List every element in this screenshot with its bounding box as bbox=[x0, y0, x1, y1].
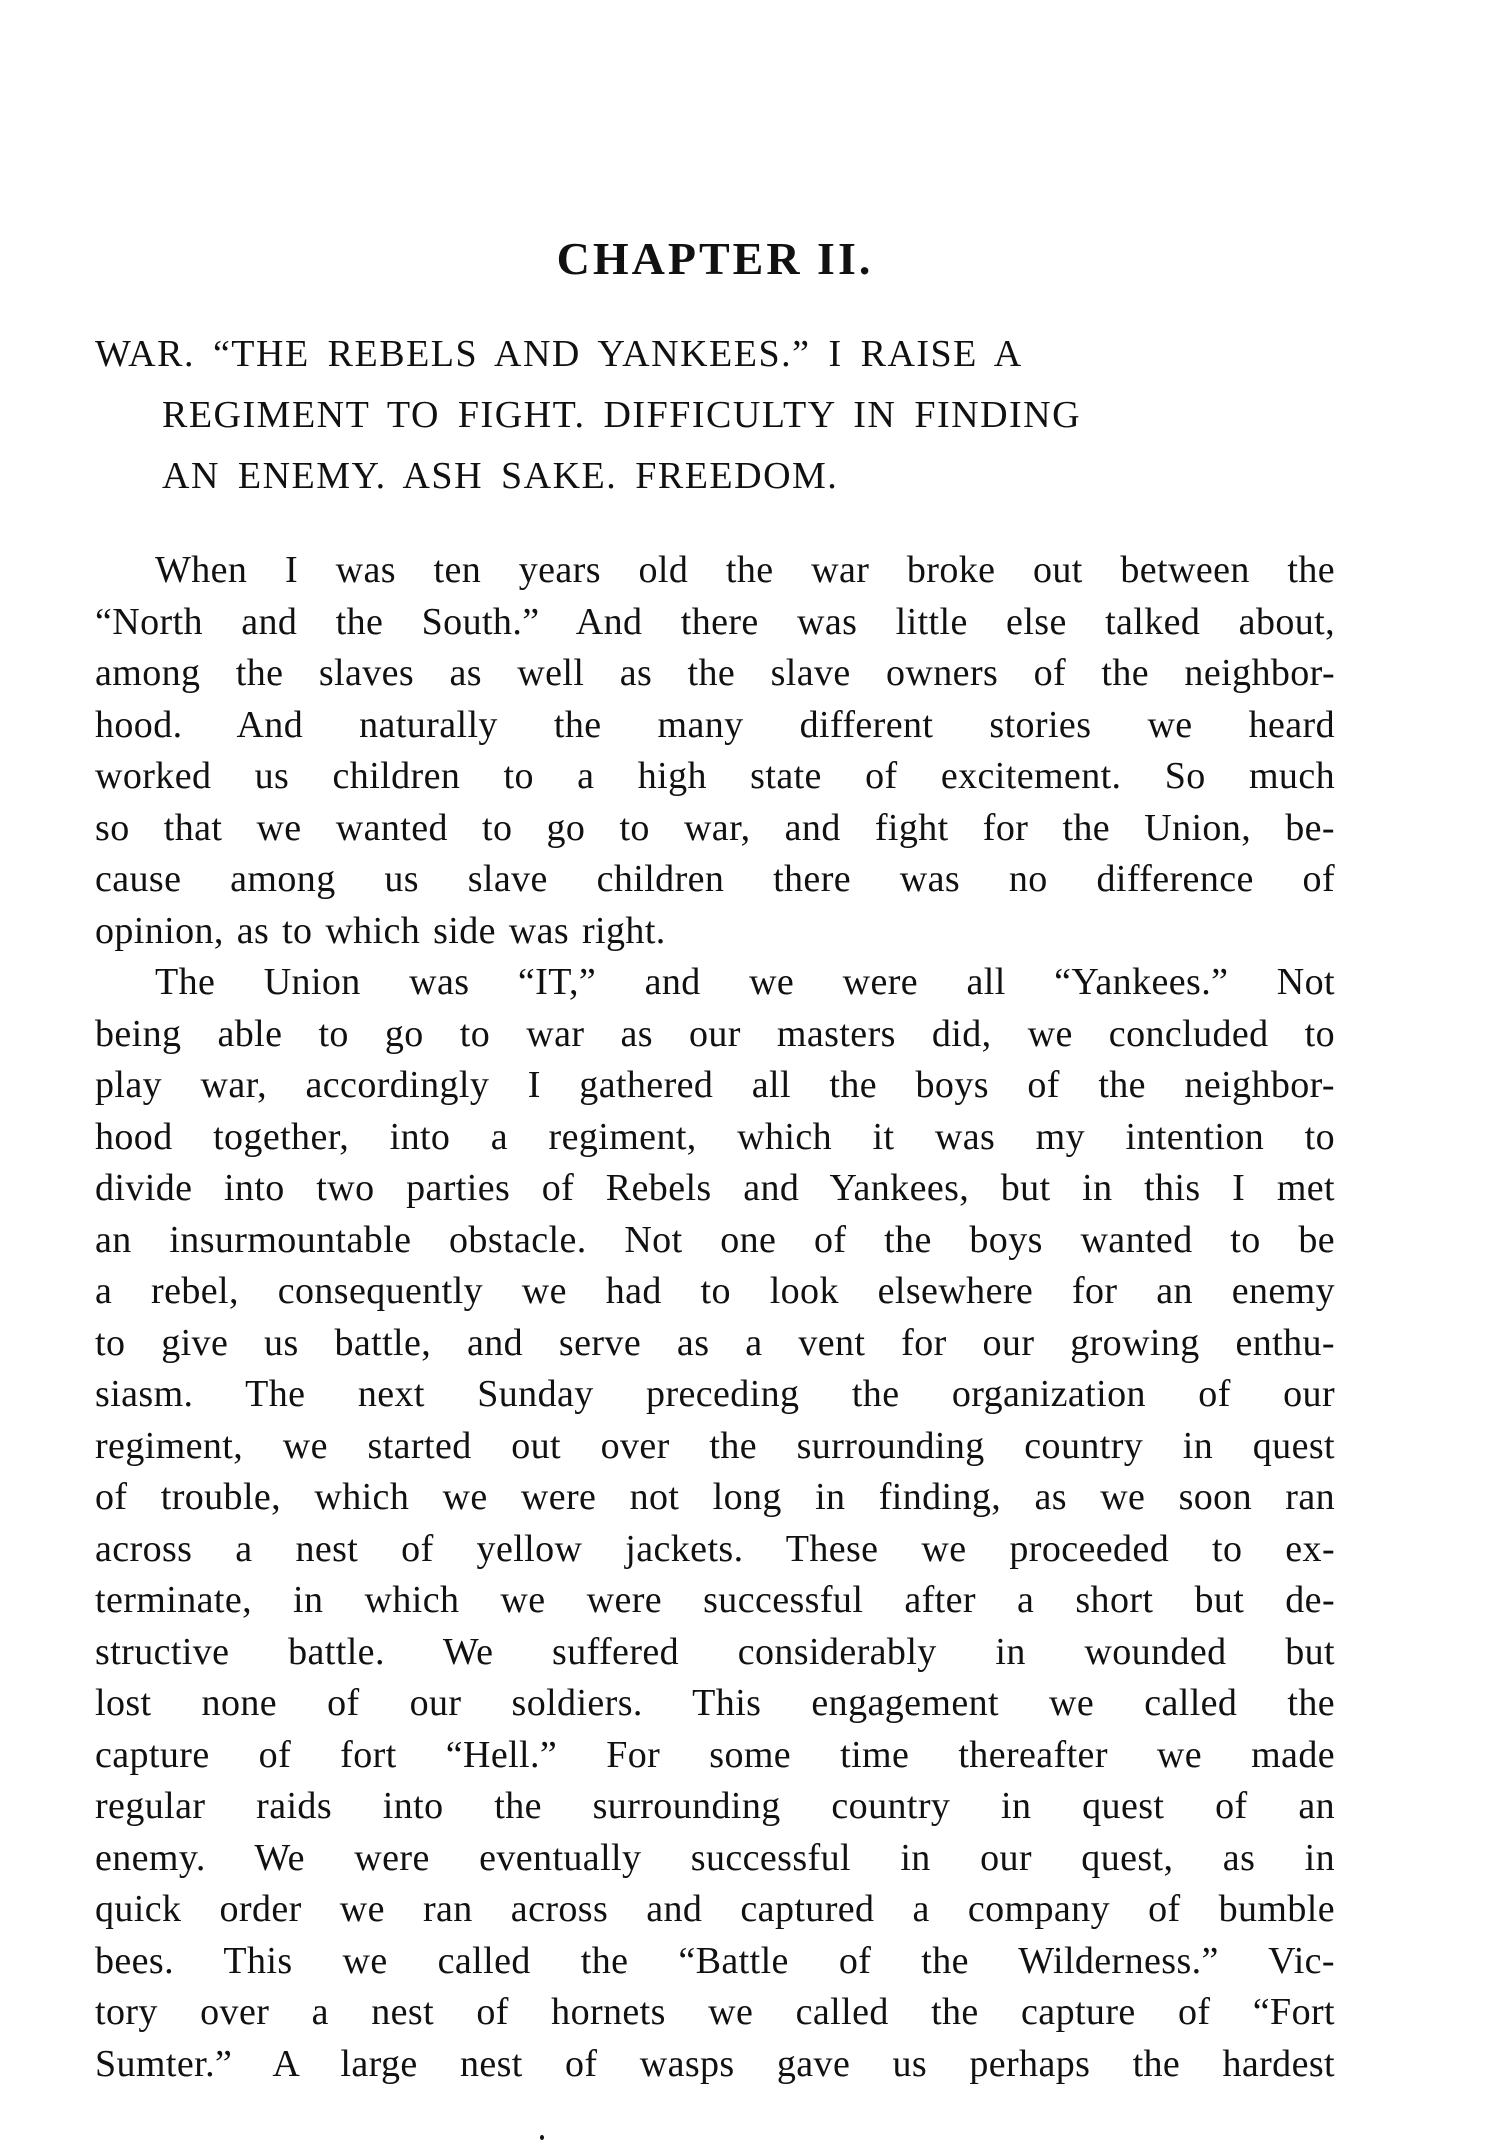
paragraph-2 bbox=[95, 957, 1335, 2090]
chapter-heading: CHAPTER II. bbox=[556, 233, 874, 284]
text-line: terminate, in which we were successful after a short but de- bbox=[95, 1579, 1335, 1621]
text-line: divide into two parties of Rebels and Yankees, but in this I met bbox=[95, 1167, 1335, 1209]
text-line: tory over a nest of hornets we called the capture of “Fort bbox=[95, 1991, 1335, 2033]
text-line: worked us children to a high state of excitement. So much bbox=[95, 755, 1335, 797]
text-line: REGIMENT TO FIGHT. DIFFICULTY IN FINDING bbox=[162, 394, 1082, 436]
ink-speck bbox=[540, 2135, 544, 2140]
text-line: bees. This we called the “Battle of the Wilderness.” Vic- bbox=[95, 1939, 1335, 1982]
text-line: so that we wanted to go to war, and fight for the Union, be- bbox=[95, 806, 1335, 849]
text-line: enemy. We were eventually successful in our quest, as in bbox=[95, 1836, 1335, 1879]
page-body bbox=[95, 545, 1335, 2090]
text-line: When I was ten years old the war broke out between the bbox=[155, 549, 1335, 591]
text-line: regular raids into the surrounding country in quest of an bbox=[95, 1785, 1335, 1827]
text-line: AN ENEMY. ASH SAKE. FREEDOM. bbox=[162, 455, 839, 497]
text-line: capture of fort “Hell.” For some time thereafter we made bbox=[95, 1733, 1335, 1776]
text-line: hood together, into a regiment, which it was my intention to bbox=[95, 1115, 1335, 1158]
chapter-subtitle bbox=[95, 324, 1345, 507]
text-line: a rebel, consequently we had to look elsewhere for an enemy bbox=[95, 1270, 1335, 1312]
text-line: lost none of our soldiers. This engagement we called the bbox=[95, 1682, 1335, 1724]
text-line: of trouble, which we were not long in finding, as we soon ran bbox=[95, 1476, 1335, 1518]
text-line: being able to go to war as our masters did, we concluded to bbox=[95, 1012, 1335, 1055]
text-line: cause among us slave children there was no difference of bbox=[95, 858, 1335, 900]
text-line: Sumter.” A large nest of wasps gave us perhaps the hardest bbox=[95, 2042, 1335, 2085]
text-line: an insurmountable obstacle. Not one of the boys wanted to be bbox=[95, 1218, 1335, 1261]
text-line: siasm. The next Sunday preceding the organization of our bbox=[95, 1373, 1335, 1415]
paragraph-1 bbox=[95, 545, 1335, 957]
text-line: to give us battle, and serve as a vent for our growing enthu- bbox=[95, 1321, 1335, 1364]
text-line: quick order we ran across and captured a company of bumble bbox=[95, 1888, 1335, 1930]
text-line: The Union was “IT,” and we were all “Yankees.” Not bbox=[155, 961, 1335, 1003]
text-line: across a nest of yellow jackets. These we proceeded to ex- bbox=[95, 1527, 1335, 1570]
text-line: play war, accordingly I gathered all the boys of the neighbor- bbox=[95, 1064, 1335, 1106]
text-line: hood. And naturally the many different stories we heard bbox=[95, 703, 1335, 746]
text-line: among the slaves as well as the slave owners of the neighbor- bbox=[95, 652, 1335, 694]
text-line: WAR. “THE REBELS AND YANKEES.” I RAISE A bbox=[95, 333, 1023, 375]
text-line: regiment, we started out over the surrounding country in quest bbox=[95, 1424, 1335, 1467]
text-line: opinion, as to which side was right. bbox=[95, 909, 666, 952]
text-line: structive battle. We suffered considerably in wounded but bbox=[95, 1630, 1335, 1673]
text-line: “North and the South.” And there was little else talked about, bbox=[95, 600, 1335, 643]
